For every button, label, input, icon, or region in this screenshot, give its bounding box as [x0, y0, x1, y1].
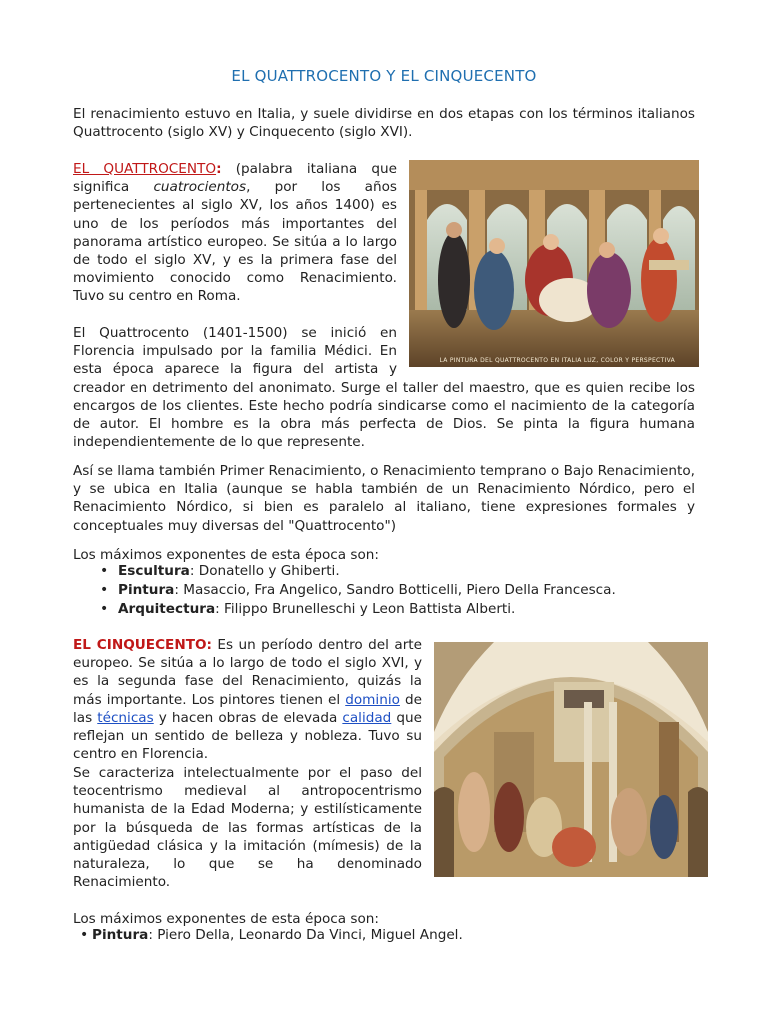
cinquecento-exponents-intro: Los máximos exponentes de esta época son:	[73, 911, 379, 927]
cinquecento-heading: EL CINQUECENTO:	[73, 637, 212, 653]
quattrocento-paragraph-3: Así se llama también Primer Renacimiento, o Renacimiento temprano o Bajo Renacimiento, y se ubica en Italia (aunque se habla también de un Renacimiento Nórdico, pero el Renacimiento Nórdico, si bien es paralelo al italiano, tiene expresiones formales y conceptuales muy diversas del "Quattrocento")	[73, 463, 695, 534]
quattrocento-paragraph-1	[73, 160, 397, 306]
quattrocento-text-b: , por los años pertenecientes al siglo XV, los años 1400) es uno de los períodos más importantes del panorama artístico europeo. Se sitúa a lo largo de todo el siglo XV, y es la primera fase del movimiento conocido como Renacimiento. Tuvo su centro en Roma.	[73, 179, 397, 305]
quattrocento-exponents-list	[92, 562, 616, 619]
calidad-link[interactable]: calidad	[342, 709, 392, 726]
quattrocento-exponents-intro: Los máximos exponentes de esta época son:	[73, 547, 379, 563]
fire-in-the-borgo-illustration	[434, 642, 708, 877]
intro-paragraph: El renacimiento estuvo en Italia, y suele dividirse en dos etapas con los términos italianos Quattrocento (siglo XV) y Cinquecento (siglo XVI).	[73, 106, 695, 141]
list-item: • Pintura: Masaccio, Fra Angelico, Sandro Botticelli, Piero Della Francesca.	[92, 581, 616, 600]
image-caption: LA PINTURA DEL QUATTROCENTO EN ITALIA LUZ, COLOR Y PERSPECTIVA	[439, 357, 675, 364]
list-item: • Pintura: Piero Della, Leonardo Da Vinci, Miguel Angel.	[76, 926, 463, 945]
cinquecento-paragraph-1: EL CINQUECENTO: Es un período dentro del arte europeo. Se sitúa a lo largo de todo el siglo XVI, y es la segunda fase del Renacimiento, quizás la más importante. Los pintores tienen el dominio de las técnicas y hacen obras de elevada calidad que reflejan un sentido de belleza y nobleza. Tuvo su centro en Florencia.	[73, 637, 422, 763]
quattrocento-text-a: (palabra italiana que significa	[73, 161, 397, 196]
quattrocento-paragraph-2	[73, 324, 695, 451]
quattrocento-heading: EL QUATTROCENTO	[73, 161, 217, 177]
list-item: • Arquitectura: Filippo Brunelleschi y Leon Battista Alberti.	[92, 600, 616, 619]
dominio-link[interactable]: dominio	[345, 691, 400, 708]
page-title: EL QUATTROCENTO Y EL CINQUECENTO	[231, 67, 537, 85]
cinquecento-exponents-list	[76, 926, 463, 945]
image-float-spacer	[397, 324, 695, 366]
quattrocento-heading-colon: :	[216, 161, 222, 177]
list-item: • Escultura: Donatello y Ghiberti.	[92, 562, 616, 581]
quattrocento-italic-word: cuatrocientos	[153, 179, 247, 196]
quattrocento-paragraph-2-text: El Quattrocento (1401-1500) se inició en Florencia impulsado por la familia Médici. En esta época aparece la figura del artista y creador en detrimento del anonimato. Surge el taller del maestro, que es quien recibe los encargos de los clientes. Este hecho podría sindicarse como el nacimiento de la categoría de autor. El hombre es la obra más perfecta de Dios. Se pinta la figura humana independientemente de lo que represente.	[73, 325, 695, 451]
cinquecento-painting-image	[434, 642, 708, 877]
tecnicas-link[interactable]: técnicas	[97, 709, 154, 726]
cinquecento-paragraph-2: Se caracteriza intelectualmente por el paso del teocentrismo medieval al antropocentrismo humanista de la Edad Moderna; y estilísticamente por la búsqueda de las formas artísticas de la antigüedad clásica y la imitación (mímesis) de la naturaleza, lo que se ha denominado Renacimiento.	[73, 765, 422, 891]
